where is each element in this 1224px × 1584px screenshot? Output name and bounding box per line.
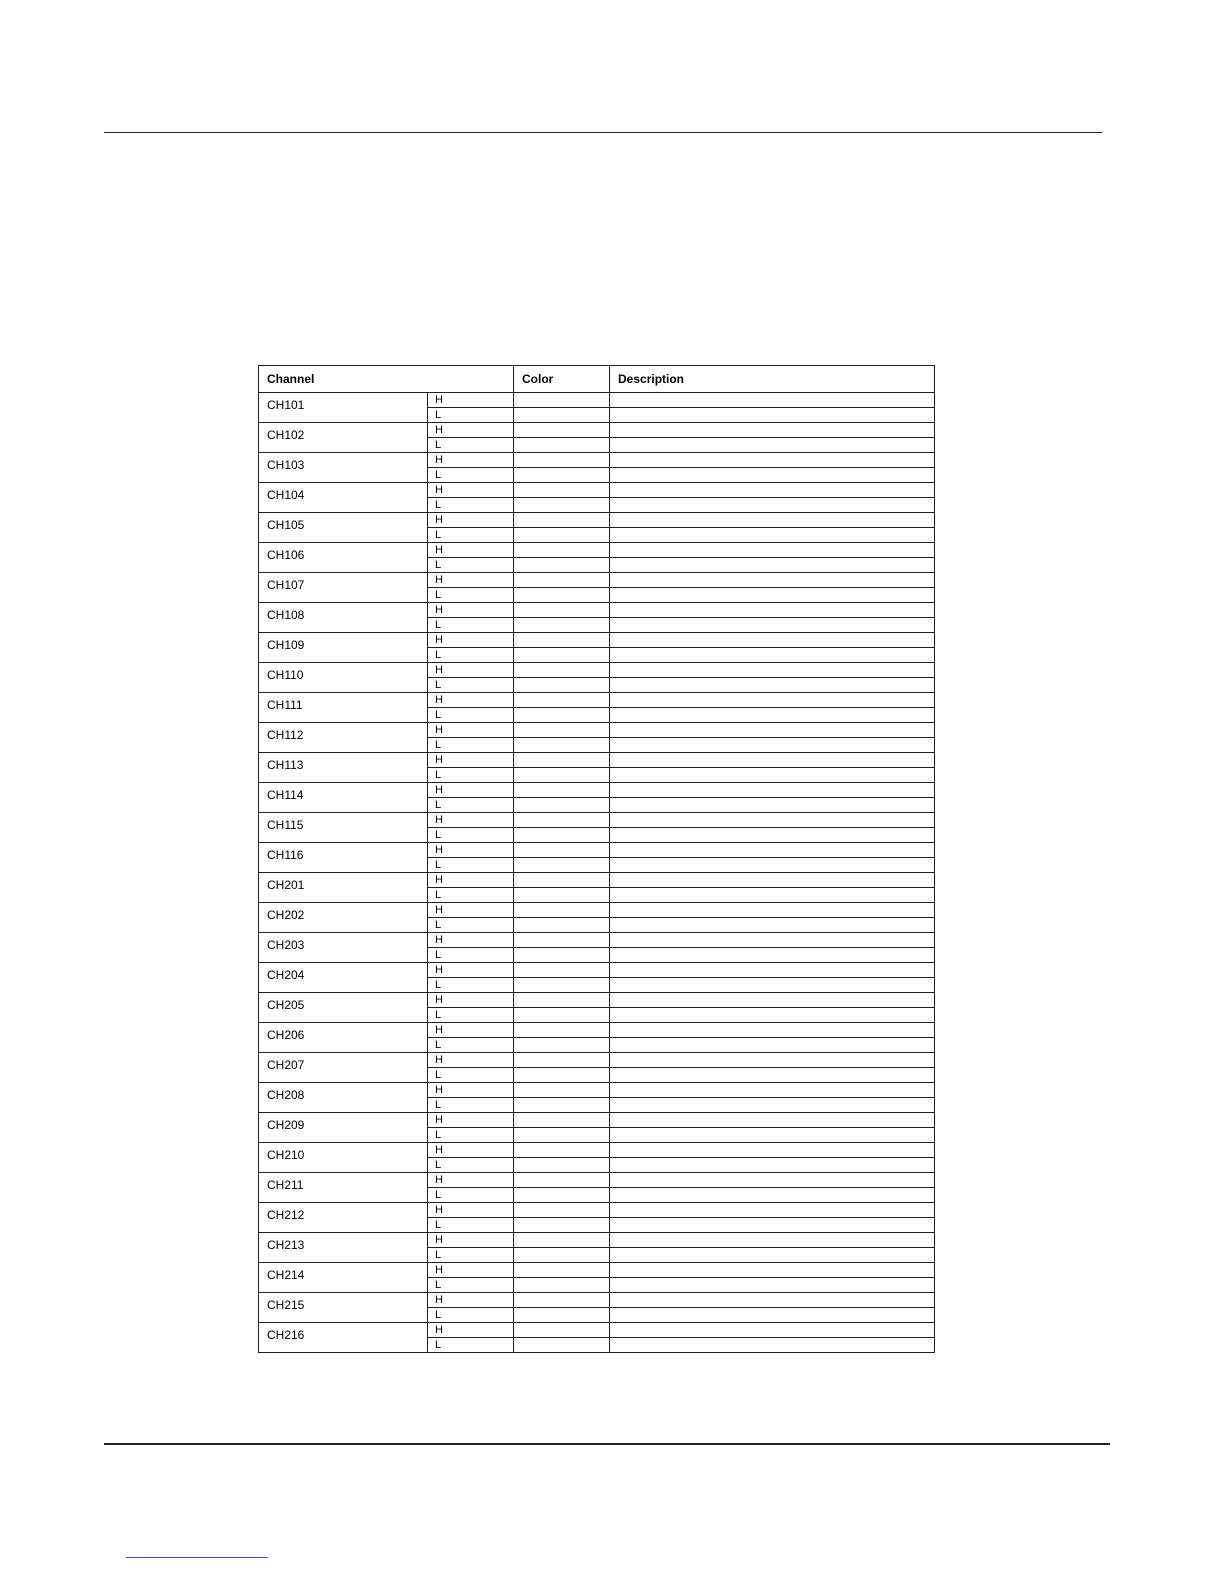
signal-low-label: L (428, 1008, 514, 1023)
footer-rule (104, 1443, 1110, 1445)
color-cell (514, 723, 610, 738)
description-cell (610, 1323, 935, 1338)
description-cell (610, 948, 935, 963)
description-cell (610, 933, 935, 948)
signal-low-label: L (428, 1338, 514, 1353)
table-row (259, 1293, 935, 1308)
channel-name: CH113 (259, 753, 428, 783)
signal-low-label: L (428, 708, 514, 723)
color-cell (514, 1188, 610, 1203)
signal-low-label: L (428, 768, 514, 783)
color-cell (514, 1308, 610, 1323)
signal-high-label: H (428, 1053, 514, 1068)
description-cell (610, 1233, 935, 1248)
color-cell (514, 1098, 610, 1113)
description-cell (610, 978, 935, 993)
color-cell (514, 1008, 610, 1023)
channel-name: CH208 (259, 1083, 428, 1113)
channel-name: CH211 (259, 1173, 428, 1203)
description-cell (610, 498, 935, 513)
table-row (259, 453, 935, 468)
description-cell (610, 963, 935, 978)
channel-name: CH114 (259, 783, 428, 813)
description-cell (610, 1263, 935, 1278)
color-cell (514, 1278, 610, 1293)
table-row (259, 543, 935, 558)
channel-name: CH104 (259, 483, 428, 513)
description-cell (610, 888, 935, 903)
channel-name: CH210 (259, 1143, 428, 1173)
signal-high-label: H (428, 1143, 514, 1158)
color-cell (514, 393, 610, 408)
color-cell (514, 1323, 610, 1338)
description-cell (610, 1158, 935, 1173)
description-cell (610, 1173, 935, 1188)
channel-name: CH107 (259, 573, 428, 603)
signal-high-label: H (428, 933, 514, 948)
color-cell (514, 678, 610, 693)
channel-name: CH209 (259, 1113, 428, 1143)
color-cell (514, 858, 610, 873)
description-cell (610, 483, 935, 498)
table-row (259, 1173, 935, 1188)
color-cell (514, 1248, 610, 1263)
color-cell (514, 483, 610, 498)
description-cell (610, 663, 935, 678)
description-cell (610, 768, 935, 783)
color-cell (514, 663, 610, 678)
color-cell (514, 813, 610, 828)
table-row (259, 813, 935, 828)
channel-name: CH202 (259, 903, 428, 933)
description-cell (610, 1203, 935, 1218)
signal-low-label: L (428, 1308, 514, 1323)
description-cell (610, 1083, 935, 1098)
color-cell (514, 978, 610, 993)
channel-name: CH108 (259, 603, 428, 633)
description-cell (610, 1098, 935, 1113)
signal-high-label: H (428, 1023, 514, 1038)
signal-low-label: L (428, 438, 514, 453)
description-cell (610, 1143, 935, 1158)
signal-low-label: L (428, 1248, 514, 1263)
description-cell (610, 543, 935, 558)
color-cell (514, 648, 610, 663)
table-row (259, 753, 935, 768)
channel-name: CH105 (259, 513, 428, 543)
signal-low-label: L (428, 1188, 514, 1203)
color-cell (514, 1053, 610, 1068)
channel-name: CH115 (259, 813, 428, 843)
header-color: Color (514, 366, 610, 393)
signal-high-label: H (428, 1293, 514, 1308)
description-cell (610, 1023, 935, 1038)
description-cell (610, 618, 935, 633)
signal-low-label: L (428, 1038, 514, 1053)
table-row (259, 1263, 935, 1278)
channel-name: CH207 (259, 1053, 428, 1083)
description-cell (610, 1293, 935, 1308)
table-row (259, 393, 935, 408)
channel-name: CH204 (259, 963, 428, 993)
table-row (259, 603, 935, 618)
color-cell (514, 768, 610, 783)
signal-high-label: H (428, 693, 514, 708)
description-cell (610, 903, 935, 918)
signal-low-label: L (428, 888, 514, 903)
description-cell (610, 408, 935, 423)
channel-name: CH116 (259, 843, 428, 873)
description-cell (610, 633, 935, 648)
signal-high-label: H (428, 843, 514, 858)
color-cell (514, 933, 610, 948)
table-row (259, 513, 935, 528)
color-cell (514, 1203, 610, 1218)
description-cell (610, 813, 935, 828)
color-cell (514, 738, 610, 753)
footer-link-underline (126, 1557, 268, 1558)
description-cell (610, 1218, 935, 1233)
table-row (259, 783, 935, 798)
signal-low-label: L (428, 828, 514, 843)
signal-low-label: L (428, 738, 514, 753)
color-cell (514, 888, 610, 903)
description-cell (610, 858, 935, 873)
description-cell (610, 843, 935, 858)
description-cell (610, 1113, 935, 1128)
color-cell (514, 843, 610, 858)
signal-high-label: H (428, 1203, 514, 1218)
table-row (259, 903, 935, 918)
signal-low-label: L (428, 858, 514, 873)
table-row (259, 1023, 935, 1038)
color-cell (514, 828, 610, 843)
color-cell (514, 558, 610, 573)
signal-high-label: H (428, 573, 514, 588)
description-cell (610, 783, 935, 798)
description-cell (610, 588, 935, 603)
signal-high-label: H (428, 483, 514, 498)
signal-low-label: L (428, 1218, 514, 1233)
signal-low-label: L (428, 1128, 514, 1143)
signal-high-label: H (428, 513, 514, 528)
signal-low-label: L (428, 918, 514, 933)
signal-high-label: H (428, 603, 514, 618)
channel-name: CH106 (259, 543, 428, 573)
color-cell (514, 1023, 610, 1038)
color-cell (514, 1338, 610, 1353)
table-row (259, 993, 935, 1008)
table-row (259, 1053, 935, 1068)
signal-high-label: H (428, 663, 514, 678)
description-cell (610, 453, 935, 468)
color-cell (514, 963, 610, 978)
color-cell (514, 1068, 610, 1083)
table-row (259, 933, 935, 948)
color-cell (514, 798, 610, 813)
description-cell (610, 873, 935, 888)
channel-name: CH103 (259, 453, 428, 483)
color-cell (514, 513, 610, 528)
description-cell (610, 573, 935, 588)
table-row (259, 423, 935, 438)
signal-low-label: L (428, 948, 514, 963)
color-cell (514, 588, 610, 603)
color-cell (514, 1158, 610, 1173)
channel-name: CH201 (259, 873, 428, 903)
description-cell (610, 393, 935, 408)
signal-high-label: H (428, 1173, 514, 1188)
description-cell (610, 1038, 935, 1053)
table-header-row (259, 366, 935, 393)
header-channel: Channel (259, 366, 514, 393)
table-row (259, 693, 935, 708)
description-cell (610, 1188, 935, 1203)
signal-high-label: H (428, 993, 514, 1008)
color-cell (514, 873, 610, 888)
color-cell (514, 1293, 610, 1308)
channel-name: CH213 (259, 1233, 428, 1263)
color-cell (514, 618, 610, 633)
color-cell (514, 1263, 610, 1278)
description-cell (610, 708, 935, 723)
color-cell (514, 498, 610, 513)
signal-low-label: L (428, 1098, 514, 1113)
description-cell (610, 738, 935, 753)
signal-low-label: L (428, 798, 514, 813)
description-cell (610, 798, 935, 813)
channel-name: CH102 (259, 423, 428, 453)
channel-name: CH109 (259, 633, 428, 663)
signal-low-label: L (428, 468, 514, 483)
channel-name: CH214 (259, 1263, 428, 1293)
signal-high-label: H (428, 423, 514, 438)
color-cell (514, 993, 610, 1008)
description-cell (610, 1068, 935, 1083)
description-cell (610, 528, 935, 543)
description-cell (610, 828, 935, 843)
channel-name: CH205 (259, 993, 428, 1023)
color-cell (514, 1113, 610, 1128)
description-cell (610, 678, 935, 693)
channel-name: CH111 (259, 693, 428, 723)
channel-name: CH101 (259, 393, 428, 423)
color-cell (514, 1128, 610, 1143)
signal-high-label: H (428, 783, 514, 798)
description-cell (610, 423, 935, 438)
channel-name: CH203 (259, 933, 428, 963)
channel-name: CH206 (259, 1023, 428, 1053)
table-row (259, 633, 935, 648)
color-cell (514, 1143, 610, 1158)
color-cell (514, 1173, 610, 1188)
signal-high-label: H (428, 1083, 514, 1098)
color-cell (514, 438, 610, 453)
table-row (259, 723, 935, 738)
table-row (259, 1203, 935, 1218)
description-cell (610, 1338, 935, 1353)
table-row (259, 573, 935, 588)
description-cell (610, 1248, 935, 1263)
signal-low-label: L (428, 648, 514, 663)
signal-high-label: H (428, 1233, 514, 1248)
table-body (259, 393, 935, 1353)
signal-low-label: L (428, 1278, 514, 1293)
description-cell (610, 1128, 935, 1143)
signal-low-label: L (428, 678, 514, 693)
color-cell (514, 603, 610, 618)
signal-low-label: L (428, 498, 514, 513)
description-cell (610, 723, 935, 738)
table-row (259, 1113, 935, 1128)
signal-low-label: L (428, 618, 514, 633)
color-cell (514, 573, 610, 588)
table-row (259, 1233, 935, 1248)
color-cell (514, 468, 610, 483)
color-cell (514, 783, 610, 798)
color-cell (514, 693, 610, 708)
color-cell (514, 528, 610, 543)
description-cell (610, 1308, 935, 1323)
description-cell (610, 1053, 935, 1068)
color-cell (514, 1038, 610, 1053)
signal-high-label: H (428, 1323, 514, 1338)
description-cell (610, 648, 935, 663)
table-row (259, 1083, 935, 1098)
channel-wiring-table (258, 365, 935, 1353)
color-cell (514, 708, 610, 723)
color-cell (514, 948, 610, 963)
description-cell (610, 918, 935, 933)
color-cell (514, 1233, 610, 1248)
color-cell (514, 423, 610, 438)
signal-high-label: H (428, 633, 514, 648)
signal-high-label: H (428, 453, 514, 468)
table-row (259, 963, 935, 978)
signal-high-label: H (428, 393, 514, 408)
color-cell (514, 753, 610, 768)
color-cell (514, 1083, 610, 1098)
signal-low-label: L (428, 408, 514, 423)
signal-high-label: H (428, 1263, 514, 1278)
table-row (259, 1143, 935, 1158)
description-cell (610, 513, 935, 528)
description-cell (610, 693, 935, 708)
description-cell (610, 1278, 935, 1293)
channel-name: CH215 (259, 1293, 428, 1323)
table-row (259, 663, 935, 678)
signal-high-label: H (428, 723, 514, 738)
signal-high-label: H (428, 1113, 514, 1128)
color-cell (514, 408, 610, 423)
description-cell (610, 1008, 935, 1023)
description-cell (610, 558, 935, 573)
signal-high-label: H (428, 873, 514, 888)
channel-name: CH112 (259, 723, 428, 753)
header-description: Description (610, 366, 935, 393)
color-cell (514, 543, 610, 558)
signal-low-label: L (428, 528, 514, 543)
signal-low-label: L (428, 978, 514, 993)
signal-high-label: H (428, 753, 514, 768)
signal-high-label: H (428, 543, 514, 558)
description-cell (610, 753, 935, 768)
description-cell (610, 603, 935, 618)
table-row (259, 843, 935, 858)
table-row (259, 483, 935, 498)
channel-name: CH110 (259, 663, 428, 693)
signal-low-label: L (428, 588, 514, 603)
color-cell (514, 633, 610, 648)
signal-high-label: H (428, 813, 514, 828)
signal-low-label: L (428, 1068, 514, 1083)
signal-high-label: H (428, 903, 514, 918)
signal-low-label: L (428, 558, 514, 573)
table-row (259, 1323, 935, 1338)
description-cell (610, 438, 935, 453)
signal-low-label: L (428, 1158, 514, 1173)
color-cell (514, 1218, 610, 1233)
color-cell (514, 903, 610, 918)
description-cell (610, 468, 935, 483)
channel-name: CH212 (259, 1203, 428, 1233)
header-rule (104, 132, 1102, 133)
color-cell (514, 453, 610, 468)
description-cell (610, 993, 935, 1008)
color-cell (514, 918, 610, 933)
channel-name: CH216 (259, 1323, 428, 1353)
table-row (259, 873, 935, 888)
signal-high-label: H (428, 963, 514, 978)
